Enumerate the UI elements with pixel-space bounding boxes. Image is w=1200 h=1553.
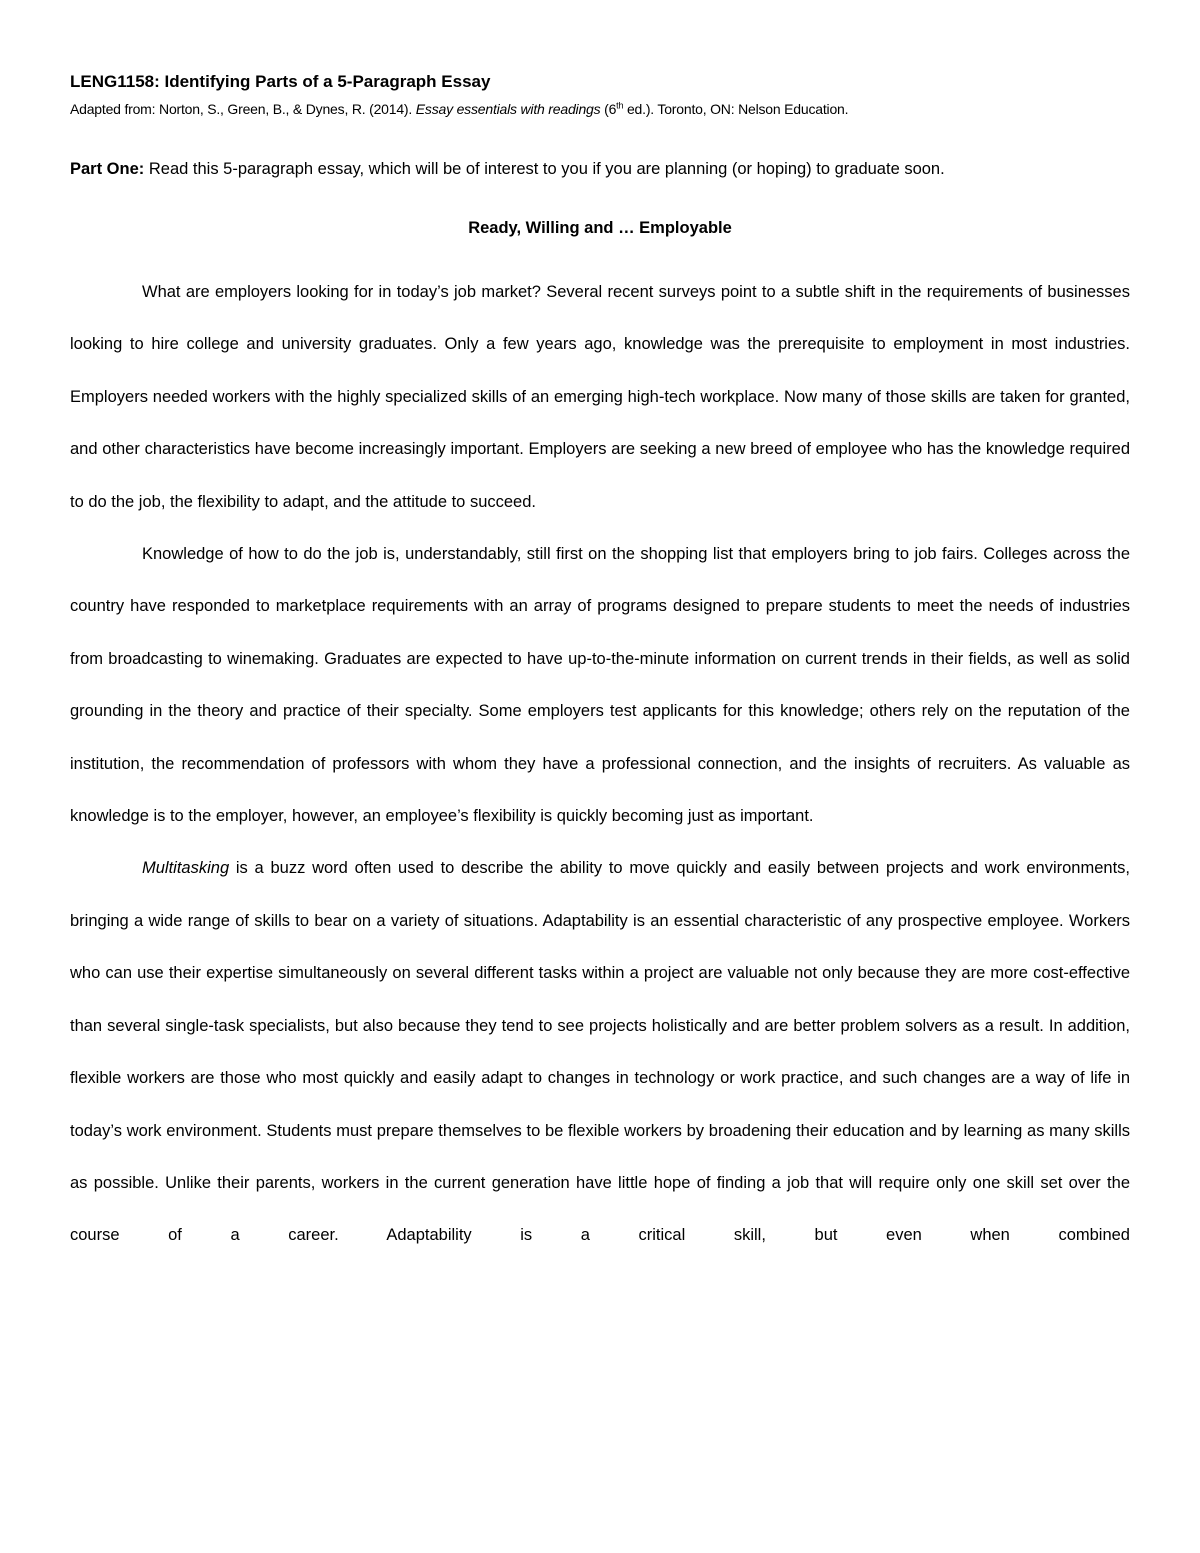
part-one-instructions	[70, 160, 945, 179]
citation-edition-sup: th	[616, 100, 624, 111]
part-one-label: Part One:	[70, 160, 145, 178]
paragraph-3-text: is a buzz word often used to describe the ability to move quickly and easily between projects and work environments, bringing a wide range of skills to bear on a variety of situations. Adaptability is an essential characteristic of any prospective employee. Workers who can use their expertise simultaneously on several different tasks within a project are valuable not only because they are more cost-effective than several single-task specialists, but also because they tend to see projects holistically and are better problem solvers as a result. In addition, flexible workers are those who most quickly and easily adapt to changes in technology or work practice, and such changes are a way of life in today’s work environment. Students must prepare themselves to be flexible workers by broadening their education and by learning as many skills as possible. Unlike their parents, workers in the current generation have little hope of finding a job that will require only one skill set over the course of a career. Adaptability is a critical skill, but even when combined	[70, 859, 1130, 1245]
citation-edition-open: (6	[600, 101, 617, 117]
course-title: LENG1158: Identifying Parts of a 5-Paragraph Essay	[70, 72, 491, 91]
essay-paragraph-flexibility	[70, 842, 1130, 1261]
essay-body	[70, 266, 1130, 1262]
citation-publisher: ed.). Toronto, ON: Nelson Education.	[623, 101, 849, 117]
essay-paragraph-intro: What are employers looking for in today’s job market? Several recent surveys point to a subtle shift in the requirements of businesses looking to hire college and university graduates. Only a few years ago, knowledge was the prerequisite to employment in most industries. Employers needed workers with the highly specialized skills of an emerging high-tech workplace. Now many of those skills are taken for granted, and other characteristics have become increasingly important. Employers are seeking a new breed of employee who has the knowledge required to do the job, the flexibility to adapt, and the attitude to succeed.	[70, 283, 1130, 511]
citation-book-title: Essay essentials with readings	[415, 101, 601, 117]
part-one-text: Read this 5-paragraph essay, which will be of interest to you if you are planning (or hoping) to graduate soon.	[144, 160, 945, 178]
citation-authors: Adapted from: Norton, S., Green, B., & Dynes, R. (2014).	[70, 101, 416, 117]
essay-title: Ready, Willing and … Employable	[468, 219, 732, 237]
essay-paragraph-knowledge: Knowledge of how to do the job is, understandably, still first on the shopping list that employers bring to job fairs. Colleges across the country have responded to marketplace requirements with an array of programs designed to prepare students to meet the needs of industries from broadcasting to winemaking. Graduates are expected to have up-to-the-minute information on current trends in their fields, as well as solid grounding in the theory and practice of their specialty. Some employers test applicants for this knowledge; others rely on the reputation of the institution, the recommendation of professors with whom they have a professional connection, and the insights of recruiters. As valuable as knowledge is to the employer, however, an employee’s flexibility is quickly becoming just as important.	[70, 545, 1130, 826]
source-citation	[70, 101, 848, 117]
multitasking-term: Multitasking	[142, 859, 230, 878]
